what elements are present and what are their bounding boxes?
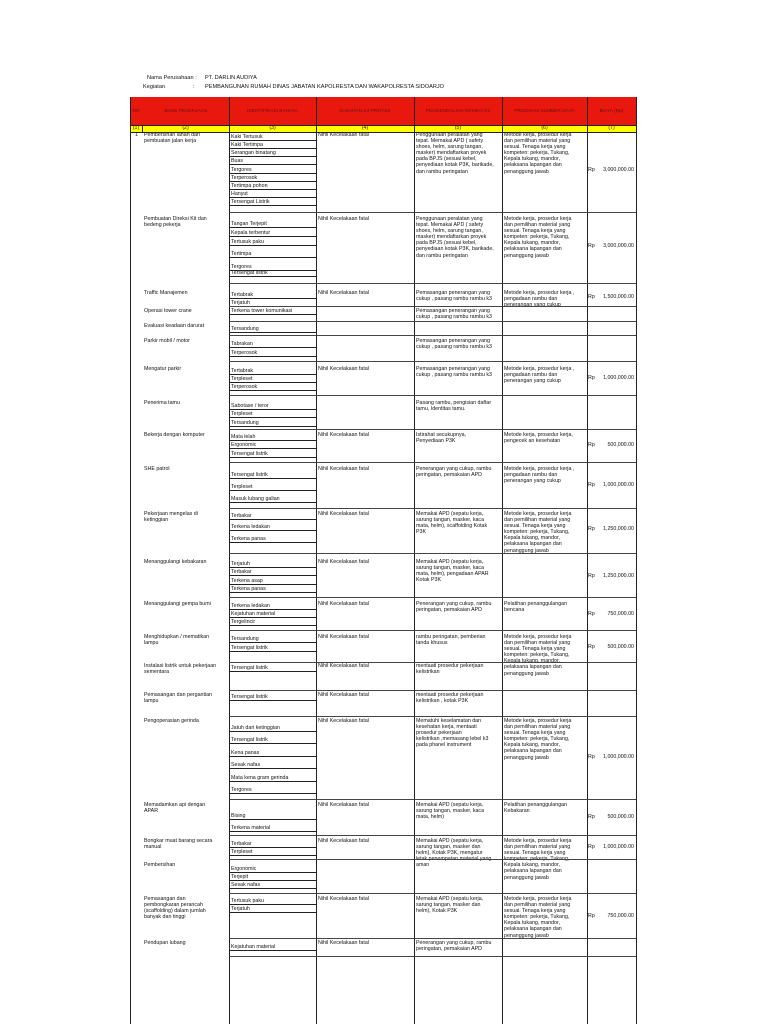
hazard-cell: Tersengat listrik [231, 472, 268, 478]
row-separator [229, 429, 636, 430]
control-cell: Memakai APD (sepatu kerja, sarung tangan, masker, kaca mata, helm), pengadaan APAR Kotak P3K [416, 559, 489, 584]
hazard-cell: Tersengat listrik [231, 451, 268, 457]
job-cell: Pemasangan dan pergantian lampu [144, 692, 213, 705]
hazard-underline [229, 584, 316, 585]
cost-value: 1,000,000.00 [603, 482, 634, 488]
target-cell: Nihil Kecelakaan fatal [318, 511, 369, 517]
job-cell: Memadamkan api dengan APAR [144, 802, 206, 815]
hazard-cell: Tersengat listrik [231, 694, 268, 700]
header-cost: BIAYA (Rp) [599, 108, 624, 114]
header-control: PENGENDALIAN RESIKO K3 [425, 108, 491, 114]
hazard-cell: Kejatuhan material [231, 944, 276, 950]
hazard-underline [229, 651, 316, 652]
hazard-underline [229, 173, 316, 174]
program-cell: Metode kerja, prosedur kerja dan pemilihan material yang sesuai. Tenaga kerja yang kompeten: pekerja, Tukang, Kepala tukang, mandor, pelaksana lapangan dan penanggung jawab [504, 132, 572, 175]
control-cell: rambu peringatan, pemberian tanda khusus [416, 634, 486, 647]
hazard-cell: Terperosok [231, 350, 258, 356]
hazard-cell: Kena panas [231, 750, 260, 756]
job-cell: Pekerjaan mengelas di ketinggian [144, 511, 198, 524]
document-meta [0, 0, 768, 97]
currency-label: Rp [588, 482, 595, 488]
job-cell: Operasi tower crane [144, 308, 192, 314]
hazard-cell: Tergelincir [231, 619, 256, 625]
job-cell: Pengoperasian gerinda [144, 718, 199, 724]
target-cell: Nihil Kecelakaan fatal [318, 692, 369, 698]
control-cell: Penerangan yang cukup, rambu peringatan, pemakaian APD [416, 466, 492, 479]
hazard-underline [229, 298, 316, 299]
hazard-cell: Kejatuhan material [231, 611, 276, 617]
program-cell: Metode kerja, prosedur kerja dan pemilihan material yang sesuai. Tenaga kerja yang kompeten: pekerja, Tukang, Kepala tukang, mandor, pelaksana lapangan dan penanggung jawab [504, 216, 572, 259]
currency-label: Rp [588, 610, 595, 617]
column-number-program: (6) [541, 125, 548, 131]
cost-value: 1,000,000.00 [603, 754, 634, 760]
cost-value: 750,000.00 [607, 913, 634, 919]
header-hazard: IDENTIFIKASI BAHAYA [247, 108, 298, 114]
row-separator [229, 597, 636, 598]
hazard-cell: Terpleset [231, 376, 253, 382]
hazard-underline [229, 409, 316, 410]
hazard-cell: Tersengat listrik [231, 645, 268, 651]
hazard-underline [229, 617, 316, 618]
hazard-cell: Sesak nafas [231, 762, 261, 768]
cost-value: 500,000.00 [607, 644, 634, 650]
hazard-underline [229, 245, 316, 246]
job-cell: Mengatur parkir [144, 366, 182, 372]
currency-label: Rp [588, 525, 595, 532]
hazard-cell: Tersengat listrik [231, 270, 268, 276]
hazard-cell: Hanyut [231, 191, 248, 197]
hazard-underline [229, 519, 316, 520]
hazard-cell: Ergonomic [231, 442, 257, 448]
table-header [130, 97, 636, 125]
hazard-underline [229, 181, 316, 182]
row-separator [229, 893, 636, 894]
hazard-underline [229, 781, 316, 782]
control-cell: mentaati prosedur pekerjaan kelistrikan , kotak P3K [416, 692, 484, 705]
cost-value: 500,000.00 [607, 442, 634, 448]
hazard-underline [229, 148, 316, 149]
row-separator [229, 859, 636, 860]
hazard-underline [229, 197, 316, 198]
hazard-cell: Terjatuh [231, 906, 250, 912]
hazard-underline [229, 855, 316, 856]
hazard-cell: Terkena ledakan [231, 524, 270, 530]
grid-line [414, 97, 415, 1024]
hazard-cell: Terkena tower komunikasi [231, 308, 293, 314]
hazard-underline [229, 189, 316, 190]
row-separator [229, 553, 636, 554]
hazard-cell: Tertusuk paku [231, 239, 264, 245]
currency-label: Rp [588, 375, 595, 381]
hazard-cell: Terjepit [231, 874, 249, 880]
control-cell: Mematuhi keselamatan dan kesehatan kerja, mentaati prosedur pekerjaan kelistrikan ,memasang lebel k3 pada phanel instrument [416, 718, 489, 749]
target-cell: Nihil Kecelakaan fatal [318, 216, 369, 222]
job-cell: Parkir mobil / motor [144, 338, 190, 344]
cost-value: 750,000.00 [607, 610, 634, 617]
currency-label: Rp [588, 913, 595, 919]
hazard-underline [229, 227, 316, 228]
grid-line [130, 125, 636, 126]
job-cell: Instalasi listrik untuk pekerjaan sementara [144, 663, 217, 676]
company-value: PT. DARLIN AUDIYA [205, 75, 257, 81]
target-cell: Nihil Kecelakaan fatal [318, 634, 369, 640]
hazard-cell: Serangan binatang [231, 150, 276, 156]
cost-value: 3,000,000.00 [603, 243, 634, 249]
hazard-underline [229, 332, 316, 333]
hazard-cell: Tergores [231, 167, 252, 173]
hazard-cell: Tertusuk paku [231, 898, 264, 904]
currency-label: Rp [588, 442, 595, 448]
hazard-underline [229, 276, 316, 277]
currency-label: Rp [588, 754, 595, 760]
hazard-cell: Terkena asap [231, 578, 263, 584]
target-cell: Nihil Kecelakaan fatal [318, 466, 369, 472]
hazard-underline [229, 592, 316, 593]
hazard-underline [229, 872, 316, 873]
job-cell: Pembersihan [144, 862, 176, 868]
hazard-cell: Buas [231, 158, 244, 164]
target-cell: Nihil Kecelakaan fatal [318, 802, 369, 808]
hazard-underline [229, 575, 316, 576]
hazard-underline [229, 502, 316, 503]
hazard-underline [229, 731, 316, 732]
hazard-underline [229, 457, 316, 458]
column-number-cost: (7) [608, 125, 615, 131]
hazard-underline [229, 625, 316, 626]
activity-label: Kegiatan [143, 84, 166, 90]
column-number-target: (4) [361, 125, 369, 131]
hazard-cell: Terkena ledakan [231, 603, 270, 609]
company-label: Nama Perusahaan : [147, 75, 197, 81]
hazard-cell: Kaki Tertimpa [231, 142, 263, 148]
row-separator [229, 835, 636, 836]
hazard-underline [229, 671, 316, 672]
control-cell: mentaati prosedur pekerjaan kelistrikan [416, 663, 484, 676]
hazard-cell: Tersengat listrik [231, 737, 268, 743]
hazard-cell: Tersandung [231, 326, 259, 332]
job-cell: Pemasangan dan pembongkaran perancah (scaffolding) dalam jumlah banyak dan tinggi [144, 896, 206, 921]
column-number-hazard: (3) [269, 125, 276, 131]
hazard-cell: Tersengat Listrik [231, 199, 270, 205]
job-cell: Evaluasi keadaan darurat [144, 323, 205, 329]
hazard-cell: Mata kena gram gerinda [231, 775, 289, 781]
hazard-underline [229, 390, 316, 391]
currency-label: Rp [588, 814, 595, 820]
hazard-underline [229, 609, 316, 610]
control-cell: Pemasangan penerangan yang cukup , pasang rambu rambu k3 [416, 338, 492, 351]
hazard-cell: Tersengat listrik [231, 665, 268, 671]
hazard-underline [229, 768, 316, 769]
job-cell: Traffic Manajemen [144, 290, 188, 296]
job-cell: Bongkar muat barang secara manual [144, 838, 213, 851]
job-cell: Pembersihan lahan dan pembuatan jalan kerja [144, 132, 200, 145]
row-separator [229, 335, 636, 336]
row-separator [229, 799, 636, 800]
row-separator [229, 462, 636, 463]
target-cell: Nihil Kecelakaan fatal [318, 663, 369, 669]
row-separator [229, 716, 636, 717]
hazard-underline [229, 426, 316, 427]
hazard-cell: Terpleset [231, 484, 253, 490]
program-cell: Metode kerja, prosedur kerja dan pemilihan material yang sesuai. Tenaga kerja yang kompeten: pekerja, Tukang, Kepala tukang, mandor, pelaksana lapangan dan penanggung jawab [504, 896, 572, 939]
program-cell: Metode kerja, prosedur kerja dan pemilihan material yang sesuai. Tenaga kerja yang kompeten: pekerja, Tukang, Kepala tukang, mandor, pelaksana lapangan dan penanggung jawab [504, 634, 572, 677]
hazard-underline [229, 448, 316, 449]
hazard-underline [229, 374, 316, 375]
hazard-underline [229, 164, 316, 165]
grid-line [316, 97, 317, 1024]
activity-value: PEMBANGUNAN RUMAH DINAS JABATAN KAPOLRESTA DAN WAKAPOLRESTA SIDOARJO [205, 84, 445, 90]
header-job: JENIS PEKERJAAN [163, 108, 208, 114]
hazard-cell: Tersandung [231, 636, 259, 642]
currency-label: Rp [588, 243, 595, 249]
hazard-underline [229, 205, 316, 206]
program-cell: Metode kerja, prosedur kerja dan pemilihan material yang sesuai. Tenaga kerja yang kompeten: pekerja, Tukang, Kepala tukang, mandor, pelaksana lapangan dan penanggung jawab [504, 511, 572, 554]
row-separator [229, 690, 636, 691]
program-cell: Metode kerja, prosedur kerja , pengadaan rambu dan penerangan yang cukup [504, 290, 575, 309]
hazard-cell: Jatuh dari ketinggian [231, 725, 280, 731]
currency-label: Rp [588, 167, 595, 173]
target-cell: Nihil Kecelakaan fatal [318, 838, 369, 844]
hazard-underline [229, 743, 316, 744]
job-cell: SHE patrol [144, 466, 170, 472]
row-number: 1 [135, 132, 138, 138]
hazard-cell: Terpleset [231, 411, 253, 417]
target-cell: Nihil Kecelakaan fatal [318, 432, 369, 438]
hazard-underline [229, 880, 316, 881]
hazard-cell: Terjatuh [231, 300, 250, 306]
row-separator [229, 508, 636, 509]
activity-separator: : [193, 84, 195, 90]
cost-value: 1,000,000.00 [603, 375, 634, 381]
hazard-underline [229, 382, 316, 383]
row-separator [229, 395, 636, 396]
hazard-underline [229, 847, 316, 848]
hazard-cell: Tertabrak [231, 292, 254, 298]
hazard-cell: Mata lelah [231, 434, 256, 440]
row-separator [229, 212, 636, 213]
hazard-underline [229, 490, 316, 491]
hazard-cell: Tergores [231, 787, 252, 793]
hazard-underline [229, 156, 316, 157]
hazard-cell: Terbakar [231, 841, 252, 847]
hazard-underline [229, 700, 316, 701]
program-cell: Metode kerja, prosedur kerja dan pemilihan material yang sesuai. Tenaga kerja yang kompeten: pekerja, Tukang, Kepala tukang, mandor, pelaksana lapangan dan penanggung jawab [504, 718, 572, 761]
control-cell: Pasang rambu, pengisian daftar tamu, Identitas tamu. [416, 400, 492, 413]
hazard-cell: Tertimpa [231, 251, 252, 257]
target-cell: Nihil Kecelakaan fatal [318, 940, 369, 946]
hazard-cell: Terperosok [231, 175, 258, 181]
column-number-job: (2) [182, 125, 189, 131]
grid-line [502, 97, 503, 1024]
program-cell: Pelatihan penanggulangan bencana [504, 601, 568, 614]
job-cell: Menghidupkan / mematikan lampu [144, 634, 210, 647]
header-program: PROGRAM SUMBER DAYA [514, 108, 575, 114]
hazard-cell: Tangan Terjepit [231, 221, 267, 227]
program-cell: Metode kerja, prosedur kerja, pengecek an kesehatan [504, 432, 573, 445]
program-cell: Metode kerja, prosedur kerja , pengadaan rambu dan penerangan yang cukup [504, 366, 575, 385]
currency-label: Rp [588, 572, 595, 579]
hazard-underline [229, 950, 316, 951]
hazard-underline [229, 140, 316, 141]
control-cell: Memakai APD (sepatu kerja, sarung tangan, masker dan helm), Kotak P3K [416, 896, 484, 915]
currency-label: Rp [588, 844, 595, 850]
hazard-underline [229, 314, 316, 315]
column-number-control: (5) [454, 125, 462, 131]
control-cell: Istirahat secukupnya, Penyediaan P3K [416, 432, 467, 445]
job-cell: Pembuatan Direksi Kit dan bedeng pekerja [144, 216, 207, 229]
job-cell: Menanggulangi gempa bumi [144, 601, 211, 607]
hazard-underline [229, 236, 316, 237]
hazard-cell: Sabotase / teror [231, 403, 269, 409]
control-cell: Memakai APD (sepatu kerja, sarung tangan, masker, kaca mata, helm), scaffolding Kotak P3K [416, 511, 488, 536]
target-cell: Nihil Kecelakaan fatal [318, 290, 369, 296]
cost-value: 3,000,000.00 [603, 167, 634, 173]
header-no: NO [132, 108, 140, 114]
cost-value: 1,000,000.00 [603, 844, 634, 850]
hazard-underline [229, 417, 316, 418]
hazard-cell: Tergores [231, 264, 252, 270]
control-cell: Pemasangan penerangan yang cukup , pasang rambu rambu k3 [416, 366, 492, 379]
hazard-underline [229, 440, 316, 441]
hazard-underline [229, 567, 316, 568]
target-cell: Nihil Kecelakaan fatal [318, 718, 369, 724]
control-cell: Memakai APD (sepatu kerja, sarung tangan, masker, kaca mata, helm) [416, 802, 485, 821]
control-cell: Penerangan yang cukup, rambu peringatan, pemakaian APD [416, 940, 492, 953]
hazard-underline [229, 793, 316, 794]
hazard-cell: Tertabrak [231, 368, 254, 374]
hazard-cell: Tersandung [231, 420, 259, 426]
cost-value: 1,500,000.00 [603, 294, 634, 300]
row-separator [229, 306, 636, 307]
hazard-cell: Terkena panas [231, 536, 266, 542]
currency-label: Rp [588, 294, 595, 300]
hazard-underline [229, 756, 316, 757]
target-cell: Nihil Kecelakaan fatal [318, 132, 369, 138]
hazard-underline [229, 347, 316, 348]
hazard-cell: Bising [231, 813, 246, 819]
cost-value: 500,000.00 [607, 814, 634, 820]
hazard-cell: Kepala terbentur [231, 230, 271, 236]
control-cell: Penerangan yang cukup, rambu peringatan, pemakaian APD [416, 601, 492, 614]
target-cell: Nihil Kecelakaan fatal [318, 601, 369, 607]
control-cell: Pemasangan penerangan yang cukup , pasang rambu rambu k3 [416, 308, 492, 321]
hazard-cell: Terjatuh [231, 561, 250, 567]
column-number-row [130, 125, 636, 132]
hazard-underline [229, 904, 316, 905]
hazard-underline [229, 478, 316, 479]
row-separator [229, 283, 636, 284]
cost-value: 1,250,000.00 [603, 525, 634, 532]
hazard-underline [229, 356, 316, 357]
target-cell: Nihil Kecelakaan fatal [318, 366, 369, 372]
hazard-underline [229, 542, 316, 543]
program-cell: Pelatihan penanggulangan Kebakaran [504, 802, 568, 815]
row-separator [229, 938, 636, 939]
control-cell: Pemasangan penerangan yang cukup , pasang rambu rambu k3 [416, 290, 492, 303]
hazard-cell: Masuk lubang galian [231, 496, 280, 502]
job-cell: Pendupan lubang [144, 940, 186, 946]
hazard-cell: Terbakar [231, 569, 252, 575]
program-cell: Metode kerja, prosedur kerja dan pemilihan material yang sesuai. Tenaga kerja yang kompeten: pekerja, Tukang, Kepala tukang, mandor, pelaksana lapangan dan penanggung jawab [504, 838, 572, 881]
program-cell: Metode kerja, prosedur kerja , pengadaan rambu dan penerangan yang cukup [504, 466, 575, 485]
hazard-cell: Ergonomic [231, 866, 257, 872]
hazard-underline [229, 912, 316, 913]
job-cell: Bekerja dengan komputer [144, 432, 205, 438]
hazard-underline [229, 257, 316, 258]
hazard-cell: Terkena panas [231, 586, 266, 592]
column-number-no: (1) [132, 125, 140, 131]
hazard-cell: Terbakar [231, 513, 252, 519]
hazard-cell: Terperosok [231, 384, 258, 390]
header-target: SASARAN K3 PROYEK [339, 108, 391, 114]
grid-line [636, 97, 637, 1024]
grid-line [130, 97, 131, 1024]
control-cell: Memakai APD (sepatu kerja, sarung tangan, masker dan helm), Kotak P3K, mengatur letak penempatan material yang aman [416, 838, 492, 869]
target-cell: Nihil Kecelakaan fatal [318, 896, 369, 902]
hazard-cell: Tabrakan [231, 341, 253, 347]
job-cell: Penerima tamu [144, 400, 180, 406]
row-separator [229, 321, 636, 322]
hazard-underline [229, 530, 316, 531]
row-separator [229, 630, 636, 631]
cost-value: 1,250,000.00 [603, 572, 634, 579]
hazard-cell: Tertimpa pohon [231, 183, 268, 189]
row-separator [229, 956, 636, 957]
job-cell: Menanggulangi kebakaran [144, 559, 207, 565]
hazard-underline [229, 831, 316, 832]
currency-label: Rp [588, 644, 595, 650]
row-separator [229, 361, 636, 362]
hazard-cell: Terpleset [231, 849, 253, 855]
hazard-cell: Terkena material [231, 825, 271, 831]
hazard-underline [229, 888, 316, 889]
target-cell: Nihil Kecelakaan fatal [318, 559, 369, 565]
hazard-underline [229, 819, 316, 820]
hazard-underline [229, 642, 316, 643]
grid-line [587, 97, 588, 1024]
control-cell: Penggunaan peralatan yang tepat. Memakai APD ( safety shoes, helm, sarung tangan, masker) mendaftarkan proyek pada BPJS (sesuai kebel, penyediaan kotak P3K, barikade, dan rambu peringatan [416, 132, 494, 175]
hazard-cell: Kaki Tertusuk [231, 134, 263, 140]
control-cell: Penggunaan peralatan yang tepat. Memakai APD ( safety shoes, helm, sarung tangan, masker) mendaftarkan proyek pada BPJS (sesuai kebel, penyediaan kotak P3K, barikade, dan rambu peringatan [416, 216, 494, 259]
hazard-cell: Sesak nafas [231, 882, 261, 888]
